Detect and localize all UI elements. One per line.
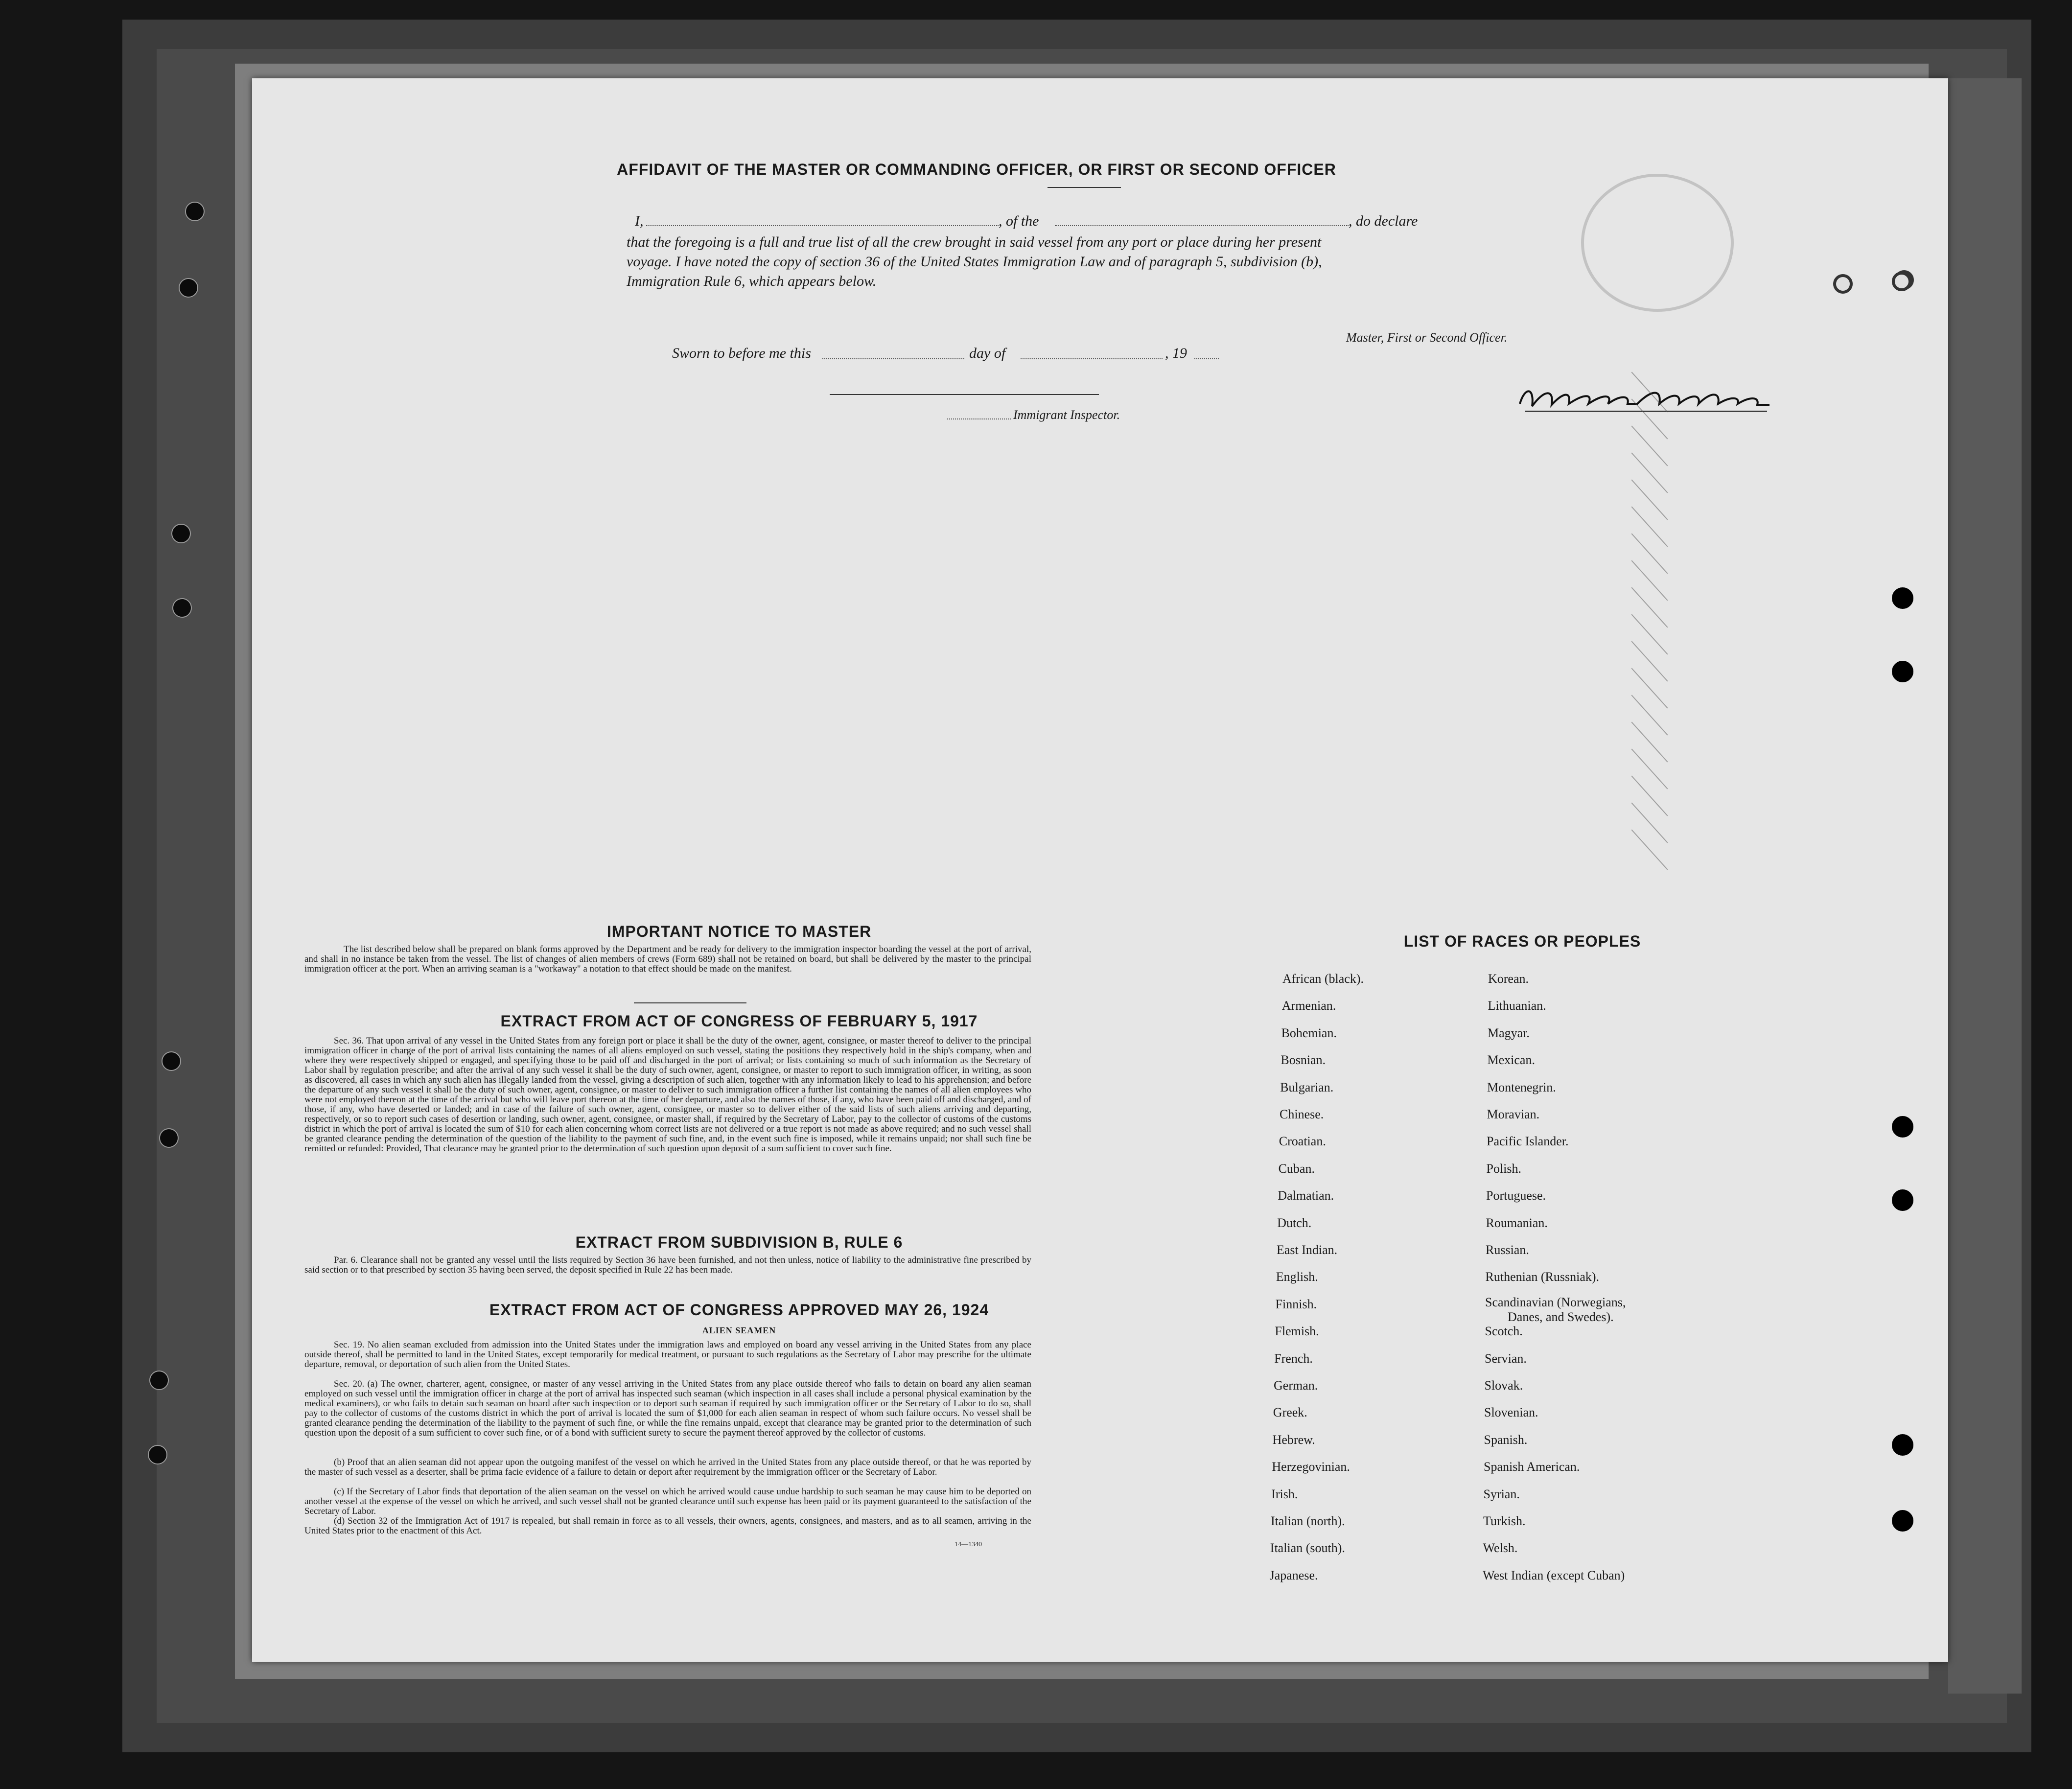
sworn-day-blank [822, 358, 964, 359]
punch-hole [1892, 661, 1913, 682]
extract-rule6-text: Par. 6. Clearance shall not be granted any vessel until the lists required by Section 36 have been furnished, and not then unless, notice of liability to the administrative fine prescribed by said section or to that prescribed by section 35 having been served, the deposit specified in Rule 22 has been made. [304, 1255, 1031, 1275]
race-item: Chinese. [1280, 1107, 1324, 1121]
race-item: Lithuanian. [1488, 999, 1546, 1013]
year-label: , 19 [1165, 345, 1187, 361]
race-item: Croatian. [1279, 1134, 1326, 1149]
sworn-month-blank [1021, 358, 1163, 359]
affidavit-line-3: voyage. I have noted the copy of section 36 of the United States Immigration Law and of paragraph 5, subdivision (b), [627, 254, 1322, 270]
race-item: Dutch. [1277, 1215, 1312, 1230]
race-item: Bulgarian. [1280, 1080, 1334, 1094]
races-title: LIST OF RACES OR PEOPLES [1403, 932, 1641, 950]
race-item: Slovenian. [1484, 1405, 1538, 1420]
race-item: Syrian. [1483, 1487, 1520, 1501]
race-item: Irish. [1271, 1487, 1298, 1501]
race-item: Herzegovinian. [1272, 1460, 1350, 1474]
faint-stamp [1581, 174, 1734, 312]
day-of-label: day of [969, 345, 1006, 361]
punch-hole [1892, 1434, 1913, 1456]
race-item: Dalmatian. [1278, 1188, 1334, 1203]
extract-1924-sec20b: (b) Proof that an alien seaman did not appear upon the outgoing manifest of the vessel on which he arrived in the United States from any place outside thereof, or that he was reported by the master of such vessel as a deserter, shall be prima facie evidence of a failure to detain or deport after requirement by the immigration officer or the Secretary of Labor. [304, 1457, 1031, 1477]
notice-text: The list described below shall be prepared on blank forms approved by the Department and be ready for delivery to the immigration inspector boarding the vessel at the port of arrival, and shall in no instance be taken from the vessel. The list of changes of alien members of crews (Form 689) shall not be retained on board, but shall be delivered by the master to the principal immigration officer at the port. When an arriving seaman is a "workaway" a notation to that effect should be made on the manifest. [304, 944, 1031, 974]
extract-1917-title: EXTRACT FROM ACT OF CONGRESS OF FEBRUARY 5, 1917 [500, 1012, 978, 1030]
punch-hole [1892, 1189, 1913, 1211]
race-item: Bosnian. [1280, 1053, 1326, 1068]
binder-hole [148, 1445, 167, 1464]
affidavit-i: I, [635, 213, 644, 229]
race-item: Finnish. [1275, 1297, 1317, 1311]
extract-1924-sec20c: (c) If the Secretary of Labor finds that deportation of the alien seaman on the vessel on which he arrived would cause undue hardship to such seaman he may cause him to be deported on another vessel at the expense of the vessel on which he arrived, and such vessel shall not be granted clearance until such expense has been paid or its payment guaranteed to the satisfaction of the Secretary of Labor. [304, 1487, 1031, 1516]
punch-hole [1892, 1510, 1913, 1532]
race-item: Flemish. [1275, 1324, 1319, 1339]
race-item: Ruthenian (Russniak). [1485, 1270, 1600, 1284]
race-item: Greek. [1273, 1405, 1307, 1420]
binder-hole [171, 524, 191, 543]
extract-1924-sec19: Sec. 19. No alien seaman excluded from admission into the United States under the immigration laws and employed on board any vessel arriving in the United States from any place outside thereof, shall be permitted to land in the United States, except temporarily for medical treatment, or pursuant to such regulations as the Secretary of Labor may prescribe for the ultimate departure, removal, or deportation of such alien from the United States. [304, 1340, 1031, 1370]
race-item: English. [1276, 1270, 1318, 1284]
race-item: Spanish American. [1484, 1460, 1580, 1474]
punch-hole [1892, 272, 1911, 291]
binder-hole [159, 1128, 179, 1148]
race-item: Turkish. [1483, 1514, 1526, 1528]
race-item: Cuban. [1278, 1161, 1315, 1176]
name-blank [646, 225, 999, 226]
extract-rule6-title: EXTRACT FROM SUBDIVISION B, RULE 6 [575, 1233, 903, 1251]
race-item: Slovak. [1484, 1378, 1523, 1393]
race-item: Spanish. [1484, 1432, 1528, 1447]
binder-hole [185, 202, 205, 221]
master-label: Master, First or Second Officer. [1346, 330, 1508, 345]
notice-title: IMPORTANT NOTICE TO MASTER [606, 923, 872, 940]
race-item: Hebrew. [1272, 1432, 1315, 1447]
affidavit-line-2: that the foregoing is a full and true list of all the crew brought in said vessel from any port or place during her present [627, 234, 1322, 250]
title-underline [1048, 187, 1121, 188]
affidavit-line-4: Immigration Rule 6, which appears below. [627, 273, 877, 289]
punch-hole [1892, 587, 1913, 609]
race-item: African (black). [1282, 972, 1364, 986]
race-item: Russian. [1486, 1243, 1529, 1257]
sworn-label: Sworn to before me this [672, 345, 811, 361]
race-item: Welsh. [1483, 1541, 1518, 1556]
race-item: Portuguese. [1486, 1188, 1546, 1203]
race-item: Armenian. [1281, 999, 1336, 1013]
race-item: Italian (north). [1271, 1514, 1345, 1528]
notice-divider [634, 1002, 746, 1003]
race-item: Italian (south). [1270, 1541, 1345, 1556]
extract-1917-text: Sec. 36. That upon arrival of any vessel in the United States from any foreign port or place it shall be the duty of the owner, agent, consignee, or master thereof to deliver to the principal immigration officer in charge of the port of arrival lists containing the names of all aliens employed on such vessel, stating the positions they respectively hold in the ship's company, when and where they were respectively shipped or engaged, and specifying those to be paid off and discharged in the port of arrival; or lists containing so much of such information as the Secretary of Labor shall by regulation prescribe; and after the arrival of any such vessel it shall be the duty of such owner, agent, consignee, or master to report to such immigration officer, in writing, as soon as discovered, all cases in which any such alien has illegally landed from the vessel, giving a description of such alien, together with any information likely to lead to his apprehension; and before the departure of any such vessel it shall be the duty of such owner, agent, consignee, or master to deliver to such immigration officer a further list containing the names of all alien employees who were not employed thereon at the time of the arrival but who will leave port thereon at the time of her departure, and also the names of those, if any, who have been paid off and discharged, and of those, if any, who have deserted or landed; and in case of the failure of such owner, agent, consignee, or master so to deliver either of the said lists of such aliens arriving and departing, respectively, or so to report such cases of desertion or landing, such owner, agent, consignee, or master shall, if required by the Secretary of Labor, pay to the collector of customs of the customs district in which the port of arrival is located the sum of $10 for each alien concerning whom correct lists are not delivered or a true report is not made as above required; and no such vessel shall be granted clearance pending the determination of the question of the liability to the payment of such fine, and, in the event such fine is imposed, while it remains unpaid; nor shall such fine be remitted or refunded: Provided, That clearance may be granted prior to the determination of such question upon deposit of a sum sufficient to cover such fine. [304, 1036, 1031, 1154]
form-number: 14—1340 [955, 1541, 982, 1548]
vessel-blank [1055, 225, 1349, 226]
binder-hole [162, 1051, 181, 1071]
race-item: East Indian. [1277, 1243, 1338, 1257]
race-item: German. [1274, 1378, 1318, 1393]
affidavit-of-the: , of the [999, 213, 1039, 229]
race-item: Korean. [1488, 972, 1529, 986]
extract-1924-sec20d: (d) Section 32 of the Immigration Act of 1917 is repealed, but shall remain in force as to all vessels, their owners, agents, consignees, and masters, and as to all seamen, arriving in the United States prior to the enactment of this Act. [304, 1516, 1031, 1536]
race-item: Polish. [1486, 1161, 1522, 1176]
race-item: French. [1274, 1351, 1313, 1366]
race-item: Magyar. [1488, 1025, 1530, 1040]
inspector-label: Immigrant Inspector. [1013, 408, 1120, 422]
binder-hole [172, 598, 192, 618]
race-item: Servian. [1485, 1351, 1527, 1366]
affidavit-do-declare: , do declare [1349, 213, 1418, 229]
inspector-blank [947, 418, 1011, 419]
race-item: West Indian (except Cuban) [1483, 1568, 1625, 1582]
extract-1924-title: EXTRACT FROM ACT OF CONGRESS APPROVED MAY 26, 1924 [489, 1301, 989, 1319]
bleed-through-marks [1623, 392, 1681, 881]
punch-hole [1833, 274, 1853, 294]
race-item: Bohemian. [1281, 1025, 1337, 1040]
punch-hole [1892, 1116, 1913, 1138]
affidavit-title: AFFIDAVIT OF THE MASTER OR COMMANDING OFFICER, OR FIRST OR SECOND OFFICER [617, 161, 1336, 178]
race-item: Scandinavian (Norwegians, [1485, 1295, 1626, 1309]
inspector-signature-line [830, 394, 1099, 395]
right-binding-strip [1948, 78, 2022, 1694]
race-item: Montenegrin. [1487, 1080, 1556, 1094]
race-item: Roumanian. [1486, 1215, 1548, 1230]
binder-hole [149, 1371, 169, 1390]
race-item: Moravian. [1487, 1107, 1540, 1121]
race-item: Pacific Islander. [1487, 1134, 1569, 1149]
race-item: Japanese. [1269, 1568, 1318, 1582]
race-item: Scotch. [1485, 1324, 1523, 1339]
extract-1924-sec20a: Sec. 20. (a) The owner, charterer, agent, consignee, or master of any vessel arriving in the United States from any place outside thereof who fails to detain on board any alien seaman employed on such vessel until the immigration officer in charge at the port of arrival has inspected such seaman (which inspection in all cases shall include a personal physical examination by the medical examiners), or who fails to detain such seaman on board after such inspection or to deport such seaman if required by such immigration officer or the Secretary of Labor to do so, shall pay to the collector of customs of the customs district in which the port of arrival is located the sum of $1,000 for each alien seaman in respect of whom such failure occurs. No vessel shall be granted clearance pending the determination of the liability to the payment of such fine, or while the fine remains unpaid, except that clearance may be granted prior to the determination of such question upon the deposit of a sum sufficient to cover such fine, or of a bond with sufficient surety to secure the payment thereof approved by the collector of customs. [304, 1379, 1031, 1438]
sworn-year-blank [1194, 358, 1219, 359]
document-page [252, 78, 1948, 1662]
extract-1924-subtitle: ALIEN SEAMEN [702, 1325, 776, 1335]
race-item: Danes, and Swedes). [1508, 1309, 1614, 1324]
binder-hole [179, 278, 198, 298]
race-item: Mexican. [1487, 1053, 1535, 1068]
